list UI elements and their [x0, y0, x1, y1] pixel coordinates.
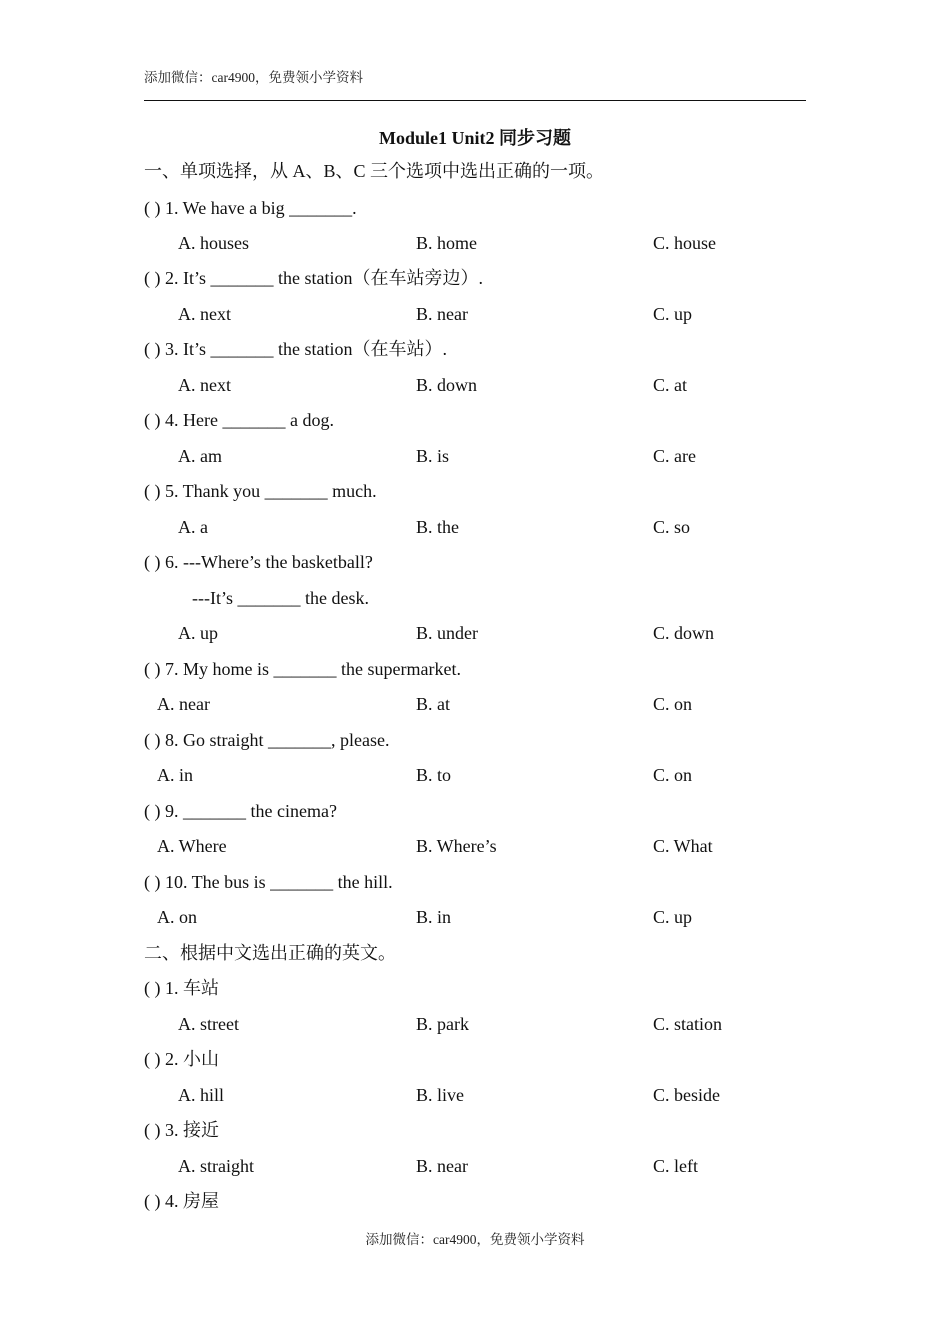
option-b: B. home [416, 233, 477, 253]
page-title: Module1 Unit2 同步习题 [378, 128, 571, 148]
option-a: A. am [178, 446, 222, 466]
option-b: B. live [416, 1085, 464, 1105]
option-a: A. straight [178, 1156, 254, 1176]
question-stem: ( ) 1. 车站 [144, 978, 219, 998]
option-b: B. at [416, 694, 450, 714]
option-b: B. to [416, 765, 452, 785]
option-b: B. in [416, 907, 452, 927]
option-a: A. next [178, 304, 231, 324]
header-divider [144, 100, 806, 101]
option-c: C. What [653, 836, 713, 856]
section1-heading: 一、单项选择，从 A、B、C 三个选项中选出正确的一项。 [144, 161, 605, 181]
question-stem: ( ) 4. 房屋 [144, 1191, 219, 1211]
option-a: A. up [178, 623, 218, 643]
question-stem: ( ) 7. My home is _______ the supermarket. [144, 659, 461, 679]
question-stem: ( ) 8. Go straight _______, please. [144, 730, 390, 750]
option-c: C. so [653, 517, 691, 537]
section2-heading: 二、根据中文选出正确的英文。 [144, 943, 396, 963]
footer-watermark: 添加微信：car4900，免费领小学资料 [365, 1232, 585, 1247]
option-b: B. Where’s [416, 836, 497, 856]
option-a: A. Where [157, 836, 227, 856]
option-c: C. are [653, 446, 696, 466]
option-b: B. the [416, 517, 459, 537]
option-b: B. is [416, 446, 450, 466]
option-c: C. station [653, 1014, 723, 1034]
question-stem: ( ) 4. Here _______ a dog. [144, 410, 334, 430]
option-a: A. a [178, 517, 208, 537]
question-stem: ( ) 3. It’s _______ the station（在车站）. [144, 339, 447, 359]
option-a: A. in [157, 765, 193, 785]
question-stem: ( ) 2. 小山 [144, 1049, 219, 1069]
question-stem: ( ) 5. Thank you _______ much. [144, 481, 377, 501]
option-a: A. hill [178, 1085, 225, 1105]
option-b: B. down [416, 375, 478, 395]
option-c: C. on [653, 765, 693, 785]
option-a: A. next [178, 375, 231, 395]
question-stem: ( ) 3. 接近 [144, 1120, 219, 1140]
option-a: A. street [178, 1014, 239, 1034]
question-stem: ( ) 9. _______ the cinema? [144, 801, 337, 821]
option-b: B. park [416, 1014, 469, 1034]
option-c: C. on [653, 694, 693, 714]
question-stem: ( ) 2. It’s _______ the station（在车站旁边）. [144, 268, 483, 288]
question-stem: ( ) 1. We have a big _______. [144, 198, 357, 218]
option-c: C. at [653, 375, 687, 395]
question-stem: ( ) 10. The bus is _______ the hill. [144, 872, 393, 892]
option-c: C. left [653, 1156, 698, 1176]
option-c: C. up [653, 304, 693, 324]
option-c: C. beside [653, 1085, 720, 1105]
option-b: B. near [416, 1156, 468, 1176]
header-watermark: 添加微信：car4900，免费领小学资料 [144, 70, 363, 85]
option-c: C. down [653, 623, 715, 643]
option-a: A. on [157, 907, 197, 927]
question-stem: ( ) 6. ---Where’s the basketball? [144, 552, 373, 572]
option-b: B. near [416, 304, 468, 324]
option-c: C. up [653, 907, 693, 927]
option-b: B. under [416, 623, 478, 643]
option-c: C. house [653, 233, 716, 253]
option-a: A. houses [178, 233, 249, 253]
question-stem-reply: ---It’s _______ the desk. [192, 588, 369, 608]
option-a: A. near [157, 694, 210, 714]
